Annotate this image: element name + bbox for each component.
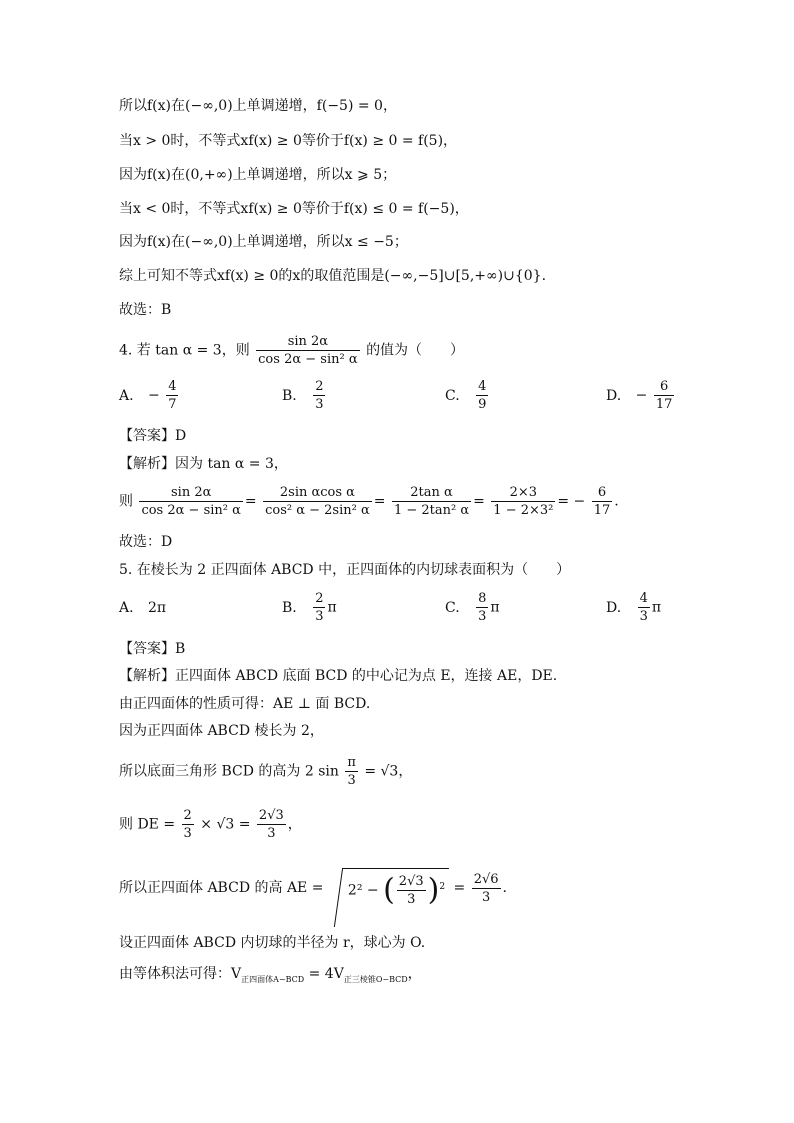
q5-option-b-den: 3 xyxy=(315,609,324,624)
q4-option-c-label: C. xyxy=(445,387,460,404)
q5-step-6-root-start: 2² − xyxy=(347,882,379,899)
q4-option-a-den: 7 xyxy=(168,397,177,412)
q5-step-6-result-den: 3 xyxy=(472,888,501,906)
q4-calc-frac-1 xyxy=(139,484,242,519)
q5-step-3: 因为正四面体 ABCD 棱长为 2， xyxy=(119,723,324,739)
q5-option-d-num: 4 xyxy=(639,591,648,606)
q5-option-c-suffix: π xyxy=(490,599,500,616)
q5-option-b xyxy=(282,590,337,625)
q4-option-b-label: B. xyxy=(282,387,297,404)
q5-option-b-label: B. xyxy=(282,599,297,616)
q4-calc-frac-1-num: sin 2α xyxy=(170,485,212,500)
q5-option-d-fraction xyxy=(638,590,650,625)
q4-option-a-fraction xyxy=(166,378,178,413)
q5-step-6-inner-fraction xyxy=(397,873,426,908)
q4-option-d-den: 17 xyxy=(655,397,673,412)
q4-calc-frac-5-num: 6 xyxy=(597,485,607,500)
q5-step-4-fraction xyxy=(345,754,358,789)
q4-calc-frac-3-den: 1 − 2tan² α xyxy=(393,503,470,518)
sqrt-symbol: 2² − ( $\frac{2√3}{3}$ )$^2$ xyxy=(342,868,449,908)
q5-step-5-frac-2-den: 3 xyxy=(257,824,286,842)
q5-step-6-inner-den: 3 xyxy=(397,890,426,908)
q4-option-d-sign: − xyxy=(635,387,648,404)
q4-stem xyxy=(119,333,464,368)
q5-option-b-fraction xyxy=(313,590,325,625)
q5-step-4-num: π xyxy=(347,755,356,770)
q4-calc-frac-2-num: 2sin αcos α xyxy=(279,485,355,500)
q5-step-5-end: ， xyxy=(287,816,302,833)
text-line-5: 因为f(x)在(−∞,0)上单调递增，所以x ≤ −5； xyxy=(119,234,408,250)
q5-option-a-label: A. xyxy=(119,600,134,616)
q4-stem-start: 4. 若 tan α = 3，则 xyxy=(119,342,250,359)
text-line-7: 故选：B xyxy=(119,302,172,318)
q5-step-8-start: 由等体积法可得：V xyxy=(119,966,242,982)
q5-step-6-result-fraction xyxy=(472,871,501,906)
q5-step-6-inner-num: 2√3 xyxy=(398,874,424,889)
q5-step-1: 【解析】正四面体 ABCD 底面 BCD 的中心记为点 E，连接 AE，DE. xyxy=(119,668,558,684)
q4-stem-end: 的值为（ ） xyxy=(366,342,465,359)
q4-option-d-num: 6 xyxy=(659,379,669,394)
q4-calculation: 则 $\frac{\sin 2\alpha}{\text{cos 2α − sin² α}}$ = $\frac{\text{2sin αcos α}}{\text{cos² α − 2sin² α}}$ = $\frac{\text{2tan α}}{\text{1 − 2tan² α}}$ = $\frac{2\times 3}{\text{1 − 2×3²}}$ = − $\frac{6}{17}$ . xyxy=(119,485,619,518)
q4-option-b xyxy=(282,378,327,413)
q5-step-8-end: ， xyxy=(407,966,422,982)
q5-step-5 xyxy=(119,807,302,842)
q5-step-4-den: 3 xyxy=(345,771,358,789)
q5-step-5-frac-2-num: 2√3 xyxy=(258,808,284,823)
q4-calc-frac-2 xyxy=(263,484,372,519)
q4-calc-frac-4-num: 2×3 xyxy=(509,485,538,500)
q4-stem-frac-den: cos 2α − sin² α xyxy=(258,352,358,367)
q5-option-c-den: 3 xyxy=(478,609,487,624)
q4-option-a-label: A. xyxy=(119,387,134,404)
q4-calc-prefix: 则 xyxy=(119,493,133,510)
q5-step-8-sub-2: 正三棱锥O−BCD xyxy=(343,974,408,984)
q5-step-4 xyxy=(119,754,412,789)
q4-calc-frac-2-den: cos² α − 2sin² α xyxy=(265,503,370,518)
q5-step-8 xyxy=(119,965,422,989)
q4-calc-frac-3 xyxy=(392,484,471,519)
q5-step-8-mid: = 4V xyxy=(304,966,344,982)
q4-calc-frac-5-den: 17 xyxy=(593,503,611,518)
q4-option-d xyxy=(606,378,676,413)
q5-step-2: 由正四面体的性质可得：AE ⊥ 面 BCD. xyxy=(119,696,371,712)
text-line-1: 所以f(x)在(−∞,0)上单调递增，f(−5) = 0， xyxy=(119,98,397,114)
q4-choose: 故选：D xyxy=(119,534,173,550)
q4-stem-frac-num: sin 2α xyxy=(287,334,329,349)
q5-step-6: 所以正四面体 ABCD 的高 AE = 2² − ( $\frac{2√3}{3}$ )$^2$ = $\frac{2√6}{3}$ . xyxy=(119,868,507,908)
q5-option-c-fraction xyxy=(476,590,488,625)
q5-option-d-den: 3 xyxy=(639,609,648,624)
q5-step-6-start: 所以正四面体 ABCD 的高 AE = xyxy=(119,880,324,896)
q4-calc-frac-4 xyxy=(491,484,555,519)
text-line-6: 综上可知不等式xf(x) ≥ 0的x的取值范围是(−∞,−5]∪[5,+∞)∪{0}. xyxy=(119,268,547,284)
q5-step-4-start: 所以底面三角形 BCD 的高为 2 sin xyxy=(119,763,339,780)
q4-calc-frac-1-den: cos 2α − sin² α xyxy=(141,503,241,518)
q5-step-5-frac-1-num: 2 xyxy=(183,808,192,823)
q5-option-b-num: 2 xyxy=(315,591,324,606)
q4-option-d-label: D. xyxy=(606,387,622,404)
q4-option-a xyxy=(119,378,180,413)
q4-option-b-den: 3 xyxy=(315,397,324,412)
q4-answer: 【答案】D xyxy=(119,428,187,444)
q4-option-c xyxy=(445,378,490,413)
q5-step-5-mid: × √3 = xyxy=(200,816,251,833)
q4-option-b-num: 2 xyxy=(315,379,324,394)
q5-option-c-label: C. xyxy=(445,599,460,616)
q5-option-c xyxy=(445,590,500,625)
q4-option-d-fraction xyxy=(654,378,675,413)
q5-option-a-text: 2π xyxy=(148,600,167,616)
q4-option-c-den: 9 xyxy=(478,397,487,412)
q5-option-b-suffix: π xyxy=(327,599,337,616)
q4-option-a-sign: − xyxy=(148,387,160,404)
q5-step-8-sub-1: 正四面体A−BCD xyxy=(241,974,305,984)
q5-option-c-num: 8 xyxy=(478,591,487,606)
q5-step-5-frac-2 xyxy=(257,807,286,842)
q4-option-b-fraction xyxy=(313,378,325,413)
q4-calc-frac-5 xyxy=(592,484,613,519)
q5-option-a xyxy=(119,600,166,616)
q4-option-c-fraction xyxy=(476,378,488,413)
q5-step-5-start: 则 DE = xyxy=(119,816,176,833)
q5-step-5-frac-1-den: 3 xyxy=(183,826,192,841)
q5-step-7: 设正四面体 ABCD 内切球的半径为 r，球心为 O. xyxy=(119,935,426,951)
q5-option-d xyxy=(606,590,661,625)
text-line-4: 当x < 0时，不等式xf(x) ≥ 0等价于f(x) ≤ 0 = f(−5)， xyxy=(119,201,469,217)
q5-step-6-result-num: 2√6 xyxy=(473,871,499,887)
q4-option-a-num: 4 xyxy=(168,379,177,394)
q5-option-d-suffix: π xyxy=(651,599,662,616)
text-line-2: 当x > 0时，不等式xf(x) ≥ 0等价于f(x) ≥ 0 = f(5)， xyxy=(119,133,458,149)
q5-step-5-frac-1 xyxy=(182,807,194,842)
q5-stem: 5. 在棱长为 2 正四面体 ABCD 中，正四面体的内切球表面积为（ ） xyxy=(119,562,571,578)
q5-step-4-end: = √3， xyxy=(364,763,413,780)
q4-calc-frac-4-den: 1 − 2×3² xyxy=(493,503,554,518)
q4-stem-fraction xyxy=(256,333,359,368)
q5-step-6-eq: = xyxy=(453,880,466,896)
q5-answer: 【答案】B xyxy=(119,641,186,657)
text-line-3: 因为f(x)在(0,+∞)上单调递增，所以x ⩾ 5； xyxy=(119,167,397,183)
q4-calc-frac-3-num: 2tan α xyxy=(410,485,453,500)
q4-option-c-num: 4 xyxy=(478,379,487,394)
q5-option-d-label: D. xyxy=(606,599,622,616)
q4-analysis: 【解析】因为 tan α = 3， xyxy=(119,456,288,472)
